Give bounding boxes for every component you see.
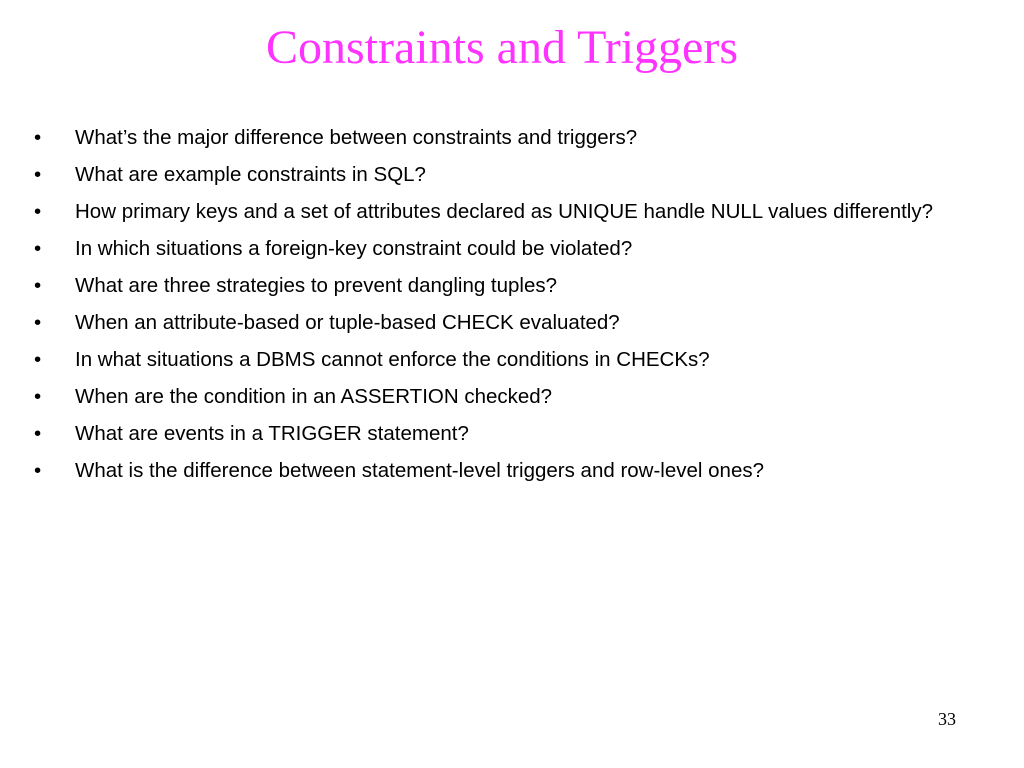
bullet-icon: • [34, 348, 42, 371]
bullet-icon: • [34, 422, 42, 445]
bullet-text: In which situations a foreign-key constraint could be violated? [75, 237, 633, 260]
bullet-icon: • [34, 274, 42, 297]
bullet-text: How primary keys and a set of attributes declared as UNIQUE handle NULL values differently? [75, 200, 933, 223]
bullet-icon: • [34, 163, 42, 186]
slide-title: Constraints and Triggers [265, 21, 739, 74]
bullet-item [34, 457, 964, 485]
bullet-icon: • [34, 200, 42, 223]
bullet-item [34, 420, 964, 448]
bullet-item [34, 235, 964, 263]
bullet-icon: • [34, 311, 42, 334]
bullet-text: When an attribute-based or tuple-based CHECK evaluated? [75, 311, 620, 334]
bullet-text: What’s the major difference between constraints and triggers? [75, 126, 638, 149]
bullet-list [34, 124, 964, 494]
bullet-icon: • [34, 385, 42, 408]
page-number: 33 [938, 709, 956, 729]
bullet-item [34, 346, 964, 374]
bullet-icon: • [34, 237, 42, 260]
bullet-text: What are events in a TRIGGER statement? [75, 422, 469, 445]
bullet-text: In what situations a DBMS cannot enforce the conditions in CHECKs? [75, 348, 710, 371]
bullet-item [34, 198, 964, 226]
bullet-icon: • [34, 459, 42, 482]
bullet-text: What are example constraints in SQL? [75, 163, 426, 186]
bullet-item [34, 309, 964, 337]
bullet-item [34, 124, 964, 152]
bullet-item [34, 383, 964, 411]
bullet-item [34, 161, 964, 189]
bullet-icon: • [34, 126, 42, 149]
bullet-text: When are the condition in an ASSERTION checked? [75, 385, 553, 408]
bullet-item [34, 272, 964, 300]
bullet-text: What is the difference between statement-level triggers and row-level ones? [75, 459, 765, 482]
bullet-text: What are three strategies to prevent dangling tuples? [75, 274, 558, 297]
